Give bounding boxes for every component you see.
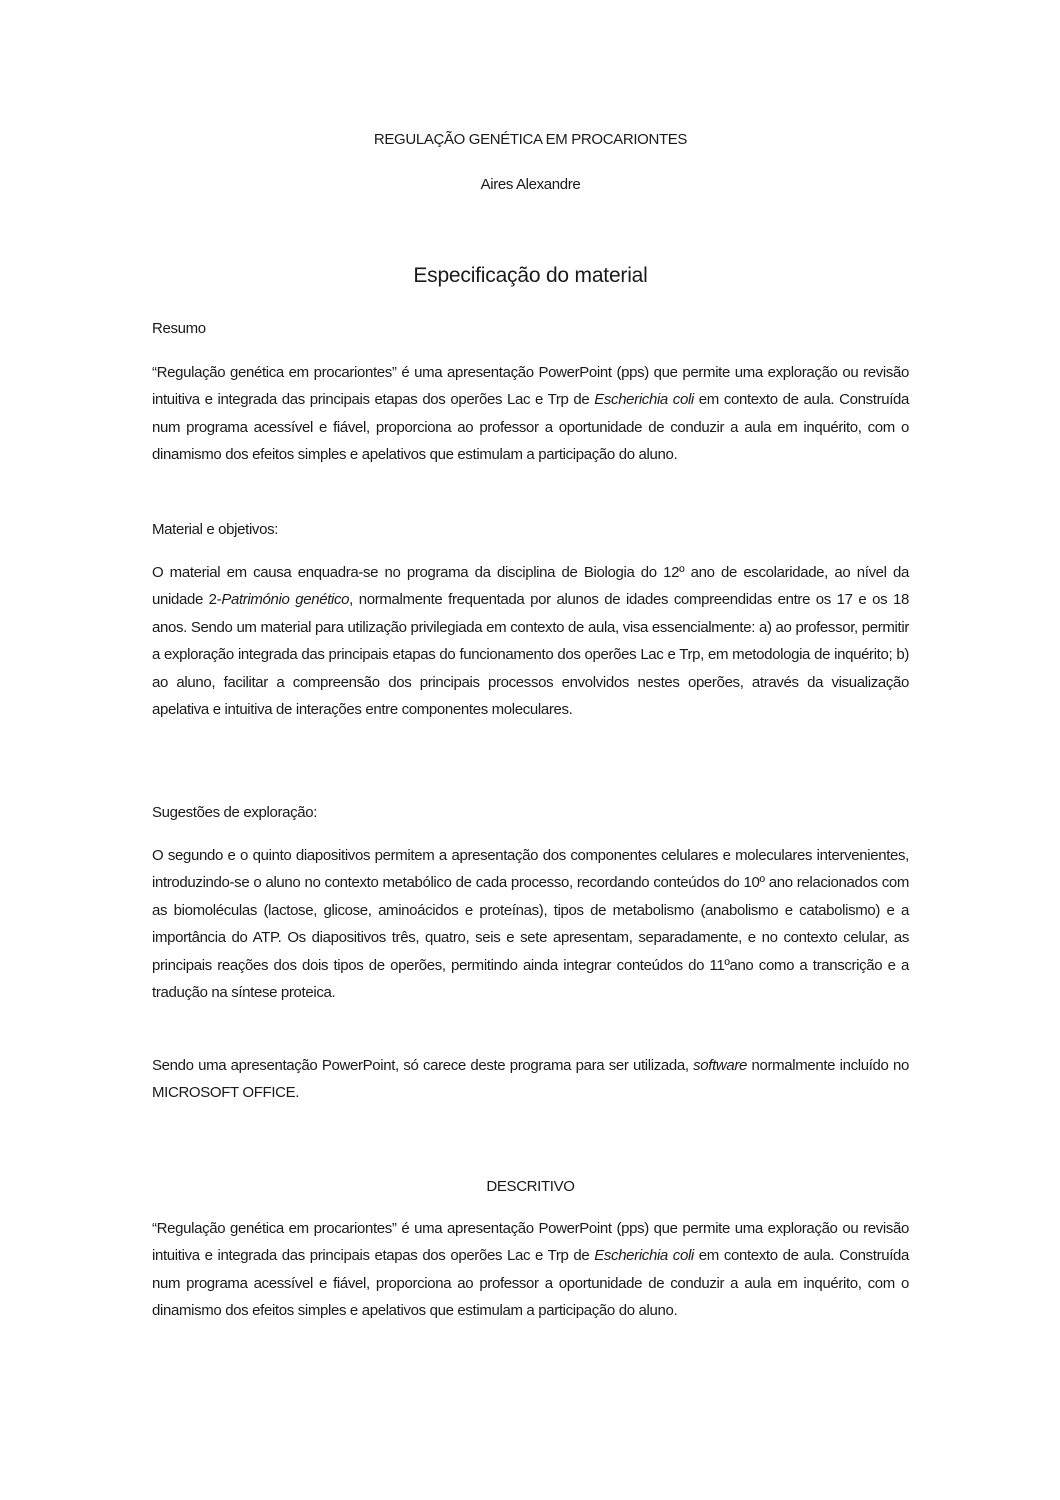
text: “Regulação genética em procariontes” é uma apresentação PowerPoint (pps) que permite uma exploração ou revisão intuitiva e integrada das principais etapas dos operões Lac e Trp de [152, 364, 909, 409]
text: em contexto de aula. Construída num programa acessível e fiável, proporciona ao professor a oportunidade de conduzir a aula em inquérito, com o dinamismo dos efeitos simples e apelativos que estimulam a participação do aluno. [152, 1247, 910, 1320]
italic-text: Escherichia coli [594, 391, 694, 409]
sugestoes-label: Sugestões de exploração: [152, 804, 318, 821]
italic-text: Património genético [221, 591, 350, 609]
material-paragraph [152, 559, 909, 723]
software-paragraph [152, 1052, 909, 1107]
descritivo-heading: DESCRITIVO [486, 1178, 575, 1195]
author: Aires Alexandre [480, 176, 581, 193]
material-label: Material e objetivos: [152, 521, 279, 538]
sugestoes-paragraph: O segundo e o quinto diapositivos permitem a apresentação dos componentes celulares e moleculares intervenientes, introduzindo-se o aluno no contexto metabólico de cada processo, recordando conteúdos do 10º ano relacionados com as biomoléculas (lactose, glicose, aminoácidos e proteínas), tipos de metabolismo (anabolismo e catabolismo) e a importância do ATP. Os diapositivos três, quatro, seis e sete apresentam, separadamente, e no contexto celular, as principais reações dos dois tipos de operões, permitindo ainda integrar conteúdos do 11ºano como a transcrição e a tradução na síntese proteica. [152, 847, 909, 1002]
text: O material em causa enquadra-se no programa da disciplina de Biologia do 12º ano de escolaridade, ao nível da unidade 2- [152, 564, 909, 609]
text: “Regulação genética em procariontes” é uma apresentação PowerPoint (pps) que permite uma exploração ou revisão intuitiva e integrada das principais etapas dos operões Lac e Trp de [152, 1220, 909, 1265]
document-title: REGULAÇÃO GENÉTICA EM PROCARIONTES [373, 131, 688, 148]
text: , normalmente frequentada por alunos de idades compreendidas entre os 17 e os 18 anos. Sendo um material para utilização privilegiada em contexto de aula, visa essencialmente: a) ao professor, permitir a exploração integrada das principais etapas do funcionamento dos operões Lac e Trp, em metodologia de inquérito; b) ao aluno, facilitar a compreensão dos principais processos envolvidos nestes operões, através da visualização apelativa e intuitiva de interações entre componentes moleculares. [152, 591, 909, 719]
text: em contexto de aula. Construída num programa acessível e fiável, proporciona ao professor a oportunidade de conduzir a aula em inquérito, com o dinamismo dos efeitos simples e apelativos que estimulam a participação do aluno. [152, 391, 910, 464]
italic-text: software [693, 1057, 748, 1074]
section-heading: Especificação do material [413, 264, 648, 287]
text: normalmente incluído no MICROSOFT OFFICE. [152, 1057, 909, 1102]
descritivo-paragraph [152, 1215, 909, 1325]
italic-text: Escherichia coli [594, 1247, 694, 1265]
resumo-label: Resumo [152, 320, 206, 337]
resumo-paragraph [152, 359, 909, 469]
text: Sendo uma apresentação PowerPoint, só carece deste programa para ser utilizada, [152, 1057, 694, 1074]
